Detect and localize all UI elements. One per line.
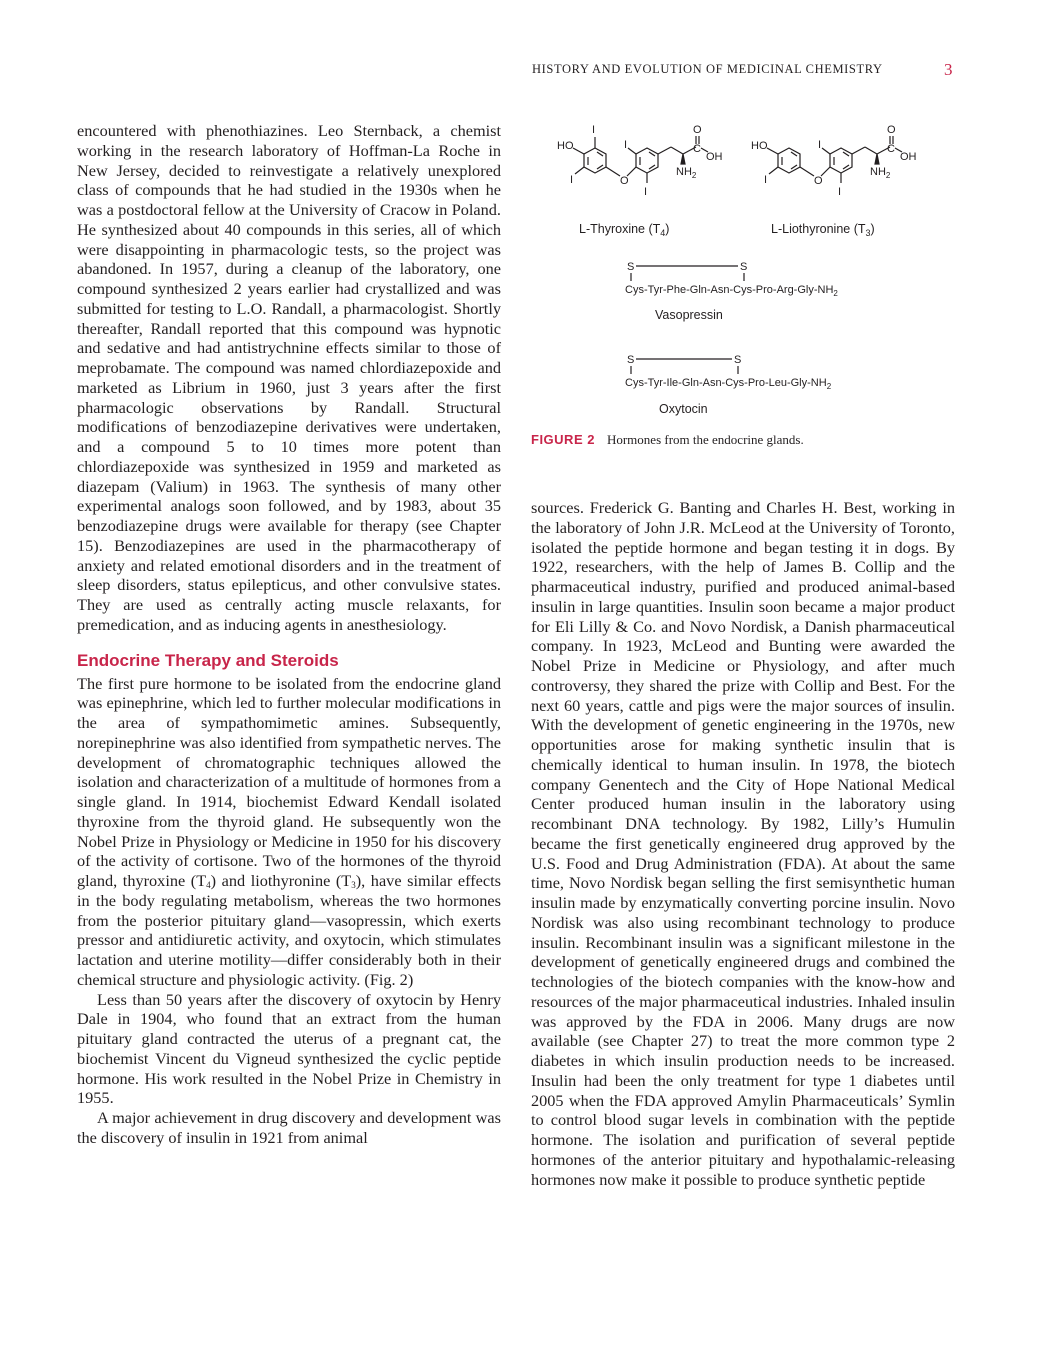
svg-text:NH2: $NH_2$ [676,166,697,180]
liothyronine-label: L-Liothyronine $(T_3)$ [771,222,875,238]
paragraph-benzodiazepines: encountered with phenothiazines. Leo Sternback, a chemist working in the research laboratory of Hoffman-La Roche in New Jersey, decided to reinvestigate a relatively unexplored class of compounds that he had studied in the 1930s when he was a postdoctoral fellow at the University of Cracow in Poland. He synthesized about 40 compounds in this series, all of which were disappointing in pharmacologic tests, so the project was abandoned. In 1957, during a cleanup of the laboratory, one compound synthesized 2 years earlier had crystallized and was submitted for testing to L.O. Randall, a pharmacologist. Shortly thereafter, Randall reported that this compound was hypnotic and sedative and had antistrychnine effects similar to those of meprobamate. The compound was named chlordiazepoxide and marketed as Librium in 1960, just 3 years after the first pharmacologic observations by Randall. Structural modifications of benzodiazepine derivatives were undertaken, and a compound 5 to 10 times more potent than chlordiazepoxide was synthesized in 1959 and marketed as diazepam (Valium) in 1963. The synthesis of many other experimental analogs soon followed, and by 1983, about 35 benzodiazepine drugs were available for therapy (see Chapter 15). Benzodiazepines are used in the pharmacotherapy of anxiety and related emotional disorders and in the treatment of sleep disorders, status epilepticus, and other convulsive states. They are used as centrally acting muscle relaxants, for premedication, and as inducing agents in anesthesiology. [77,121,501,634]
svg-text:I: I [570,174,574,186]
paragraph-oxytocin: Less than 50 years after the discovery of oxytocin by Henry Dale in 1904, who found that an extract from the human pituitary gland contracted the uterus of a pregnant cat, the biochemist Vincent du Vigneud synthesized the cyclic peptide hormone. His work resulted in the Nobel Prize in Chemistry in 1955. [77,989,501,1108]
svg-text:S: S [627,261,635,273]
svg-text:I: I [624,139,628,151]
svg-text:OH: OH [706,151,723,163]
svg-text:O: O [620,175,629,187]
svg-text:O: O [887,124,896,136]
svg-text:NH2: $NH_2$ [870,166,891,180]
svg-text:C: C [887,143,895,155]
svg-text:Cys-Tyr-Phe-Gln-Asn-Cys-Pro-Ar: Cys-$Tyr-Phe-Gln-Asn-Cys-Pro-Arg-Gly-NH_2$ [625,284,838,298]
left-column [77,121,501,1148]
svg-text:I: I [764,174,768,186]
figure-label: FIGURE 2 [531,432,595,447]
paragraph-insulin-start: A major achievement in drug discovery and development was the discovery of insulin in 1921 from animal [77,1108,501,1147]
svg-text:I: I [592,124,596,136]
figure-2 [531,118,957,458]
oxytocin-structure [625,354,832,416]
svg-text:Cys-Tyr-Ile-Gln-Asn-Cys-Pro-Le: Cys-$Tyr-Ile-Gln-Asn-Cys-Pro-Leu-Gly-NH_2$ [625,377,832,391]
svg-text:S: S [734,354,742,366]
hormone-structures [531,118,957,428]
svg-text:S: S [627,354,635,366]
svg-text:O: O [814,175,823,187]
svg-text:I: I [818,139,822,151]
figure-caption-text: Hormones from the endocrine glands. [606,432,804,447]
svg-text:HO: HO [751,140,768,152]
svg-text:S: S [740,261,748,273]
svg-text:Oxytocin: Oxytocin [659,402,708,416]
svg-text:I: I [838,186,842,198]
svg-text:I: I [644,186,648,198]
svg-text:HO: HO [557,140,574,152]
right-column [531,498,955,1189]
svg-text:OH: OH [900,151,917,163]
paragraph-hormones: The first pure hormone to be isolated from the endocrine gland was epinephrine, which led to further molecular modifications in the area of sympathomimetic amines. Subsequently, norepinephrine was also identified from sympathetic nerves. The development of chromatographic techniques allowed the isolation and characterization of a multitude of hormones from a single gland. In 1914, biochemist Edward Kendall isolated thyroxine from the thyroid gland. He subsequently won the Nobel Prize in Physiology or Medicine in 1950 for his discovery of the activity of cortisone. Two of the hormones of the thyroid gland, thyroxine $(T_4)$ and liothyronine $(T_3)$, have similar effects in the body regulating metabolism, whereas the two hormones from the posterior pituitary gland—vasopressin, which exerts pressor and antidiuretic activity, and oxytocin, which stimulates lactation and uterine motility—differ considerably both in their chemical structure and physiologic activity. (Fig. 2) [77,673,501,989]
svg-text:Vasopressin: Vasopressin [655,308,723,322]
thyroxine-label: L-Thyroxine $(T_4)$ [579,222,670,238]
page-number: 3 [944,60,953,79]
running-head: HISTORY AND EVOLUTION OF MEDICINAL CHEMISTRY [532,62,883,76]
svg-text:O: O [693,124,702,136]
paragraph-insulin: sources. Frederick G. Banting and Charles H. Best, working in the laboratory of John J.R. McLeod at the University of Toronto, isolated the peptide hormone and began testing it in dogs. By 1922, researchers, with the help of James B. Collip and the pharmaceutical industry, purified and produced animal-based insulin in large quantities. Insulin soon became a major product for Eli Lilly & Co. and Novo Nordisk, a Danish pharmaceutical company. In 1923, McLeod and Bunting were awarded the Nobel Prize in Medicine or Physiology, and after much controversy, they shared the prize with Collip and Best. For the next 60 years, cattle and pigs were the major sources of insulin. With the development of genetic engineering in the 1970s, new opportunities arose for making synthetic insulin that is chemically identical to human insulin. In 1978, the biotech company Genentech and the City of Hope National Medical Center produced human insulin in the laboratory using recombinant DNA technology. By 1982, Lilly’s Humulin became the first genetically engineered drug approved by the U.S. Food and Drug Administration (FDA). At about the same time, Novo Nordisk began selling the first semisynthetic human insulin made by enzymatically converting porcine insulin. Novo Nordisk was also using recombinant technology to produce insulin. Recombinant insulin was a significant milestone in the development of genetically engineered drugs and combined the technologies of the biotech companies with the know-how and resources of the major pharmaceutical industries. Inhaled insulin was approved by the FDA in 2006. Many drugs are now available (see Chapter 27) to treat the more common type 2 diabetes in which insulin production needs to be increased. Insulin had been the only treatment for type 1 diabetes until 2005 when the FDA approved Amylin Pharmaceuticals’ Symlin to control blood sugar levels in combination with the peptide hormone. The isolation and purification of several peptide hormones of the anterior pituitary and hypothalamic-releasing hormones now make it possible to produce synthetic peptide [531,498,955,1189]
svg-text:C: C [693,143,701,155]
section-heading: Endocrine Therapy and Steroids [77,650,339,670]
vasopressin-structure [625,261,838,322]
figure-caption [531,432,804,448]
